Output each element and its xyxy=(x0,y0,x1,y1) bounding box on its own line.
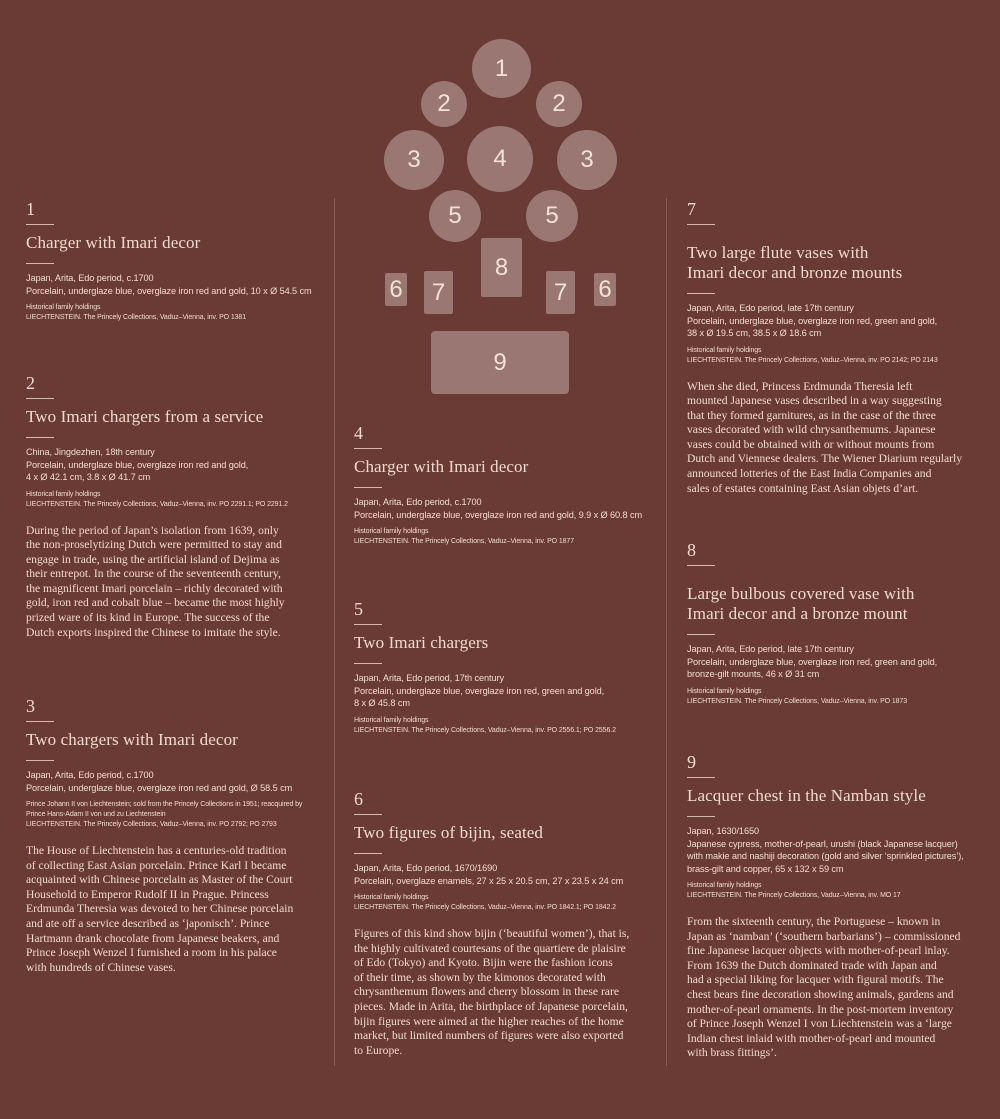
entry-title: Two figures of bijin, seated xyxy=(354,823,544,842)
entry-description: When she died, Princess Erdmunda Theresia left mounted Japanese vases described in a way suggesting that they formed garnitures, as in the case of the three vases decorated with wild chrysanthemums. Japanese vases could be obtained with or without mounts from Dutch and Viennese dealers. The Wiener Diarium regularly announced lotteries of the East India Companies and sales of estates containing East Asian objets d’art. xyxy=(687,379,963,495)
position-8-rect[interactable]: 8 xyxy=(481,238,522,297)
position-7-left-rect[interactable]: 7 xyxy=(424,271,453,314)
entry-6 xyxy=(354,788,660,1058)
entry-7 xyxy=(687,198,987,496)
divider xyxy=(354,853,382,854)
entry-number: 5 xyxy=(354,599,363,619)
entry-number: 9 xyxy=(687,752,696,772)
divider xyxy=(354,624,382,625)
entry-provenance: Historical family holdings LIECHTENSTEIN. The Princely Collections, Vaduz–Vienna, inv. PO 2291.1; PO 2291.2 xyxy=(26,490,288,508)
position-1-circle[interactable]: 1 xyxy=(472,39,531,98)
divider xyxy=(354,814,382,815)
entry-details: Japan, Arita, Edo period, 17th century Porcelain, underglaze blue, overglaze iron red, green and gold, 8 x Ø 45.8 cm xyxy=(354,673,605,708)
entry-title: Two Imari chargers from a service xyxy=(26,407,264,426)
entry-details: Japan, Arita, Edo period, c.1700 Porcelain, underglaze blue, overglaze iron red and gold, Ø 58.5 cm xyxy=(26,770,293,793)
divider xyxy=(26,721,54,722)
divider xyxy=(354,663,382,664)
entry-title: Lacquer chest in the Namban style xyxy=(687,786,926,805)
position-7-right-rect[interactable]: 7 xyxy=(546,271,575,314)
entry-5 xyxy=(354,598,654,736)
divider xyxy=(354,487,382,488)
divider xyxy=(26,224,54,225)
entry-title: Two chargers with Imari decor xyxy=(26,730,238,749)
divider xyxy=(687,224,715,225)
entry-title: Charger with Imari decor xyxy=(26,233,201,252)
entry-description: The House of Liechtenstein has a centuries-old tradition of collecting East Asian porcelain. Prince Karl I became acquainted with Chinese porcelain as Master of the Court Household to Emperor Rudolf II in Prague. Princess Erdmunda Theresia was devoted to her Chinese porcelain and ate off a service described as ‘japonisch’. Prince Hartmann drank chocolate from Japanese beakers, and Prince Joseph Wenzel I furnished a room in his palace with hundreds of Chinese vases. xyxy=(26,844,294,974)
entry-9 xyxy=(687,751,987,1061)
divider xyxy=(26,437,54,438)
position-2-left-circle[interactable]: 2 xyxy=(421,81,467,127)
entry-details: Japan, Arita, Edo period, late 17th century Porcelain, underglaze blue, overglaze iron red, green and gold, bronze-gilt mounts, 46 x Ø 31 cm xyxy=(687,644,938,679)
entry-8 xyxy=(687,539,987,707)
entry-number: 2 xyxy=(26,373,35,393)
position-4-circle[interactable]: 4 xyxy=(467,126,533,192)
position-5-right-circle[interactable]: 5 xyxy=(526,190,578,242)
entry-description: From the sixteenth century, the Portuguese – known in Japan as ‘namban’ (‘southern barbarians’) – commissioned fine Japanese lacquer objects with mother-of-pearl inlay. From 1639 the Dutch dominated trade with Japan and had a special liking for lacquer with figural motifs. The chest bears fine decoration showing animals, gardens and mother-of-pearl ornaments. In the post-mortem inventory of Prince Joseph Wenzel I von Liechtenstein was a ‘large Indian chest inlaid with mother-of-pearl and mounted with brass fittings’. xyxy=(687,915,961,1060)
divider xyxy=(687,565,715,566)
entry-details: Japan, Arita, Edo period, c.1700 Porcelain, underglaze blue, overglaze iron red and gold, 9.9 x Ø 60.8 cm xyxy=(354,497,642,520)
position-9-rect[interactable]: 9 xyxy=(431,331,569,394)
entry-provenance: Historical family holdings LIECHTENSTEIN. The Princely Collections, Vaduz–Vienna, inv. MO 17 xyxy=(687,882,901,899)
entry-details: China, Jingdezhen, 18th century Porcelain, underglaze blue, overglaze iron red and gold, 4 x Ø 42.1 cm, 3.8 x Ø 41.7 cm xyxy=(26,447,249,482)
divider xyxy=(26,760,54,761)
entry-4 xyxy=(354,422,654,547)
divider xyxy=(687,293,715,294)
divider xyxy=(687,777,715,778)
divider xyxy=(26,263,54,264)
entry-description: Figures of this kind show bijin (‘beautiful women’), that is, the highly cultivated courtesans of the quartiere de plaisire of Edo (Tokyo) and Kyoto. Bijin were the fashion icons of their time, as shown by the kimonos decorated with chrysanthemum flowers and cherry blossom in these rare pieces. Made in Arita, the birthplace of Japanese porcelain, bijin figures were aimed at the higher reaches of the home market, but limited numbers of figures were also exported to Europe. xyxy=(354,927,630,1057)
entry-number: 1 xyxy=(26,199,35,219)
divider xyxy=(354,448,382,449)
divider xyxy=(26,398,54,399)
entry-details: Japan, Arita, Edo period, 1670/1690 Porcelain, overglaze enamels, 27 x 25 x 20.5 cm, 27 x 23.5 x 24 cm xyxy=(354,863,624,886)
entry-description: During the period of Japan’s isolation from 1639, only the non-proselytizing Dutch were permitted to stay and engage in trade, using the artificial island of Dejima as their entrepot. In the course of the seventeenth century, the magnificent Imari porcelain – richly decorated with gold, iron red and cobalt blue – became the most highly prized ware of its kind in Europe. The success of the Dutch exports inspired the Chinese to imitate the style. xyxy=(26,523,285,639)
entry-title: Charger with Imari decor xyxy=(354,457,529,476)
entry-1 xyxy=(26,198,326,323)
entry-3 xyxy=(26,695,331,975)
entry-title: Two large flute vases with Imari decor and bronze mounts xyxy=(687,243,903,282)
entry-number: 8 xyxy=(687,540,696,560)
entry-title: Two Imari chargers xyxy=(354,633,489,652)
entry-provenance: Historical family holdings LIECHTENSTEIN. The Princely Collections, Vaduz–Vienna, inv. PO 1873 xyxy=(687,687,908,705)
entry-details: Japan, 1630/1650 Japanese cypress, mother-of-pearl, urushi (black Japanese lacquer) with makie and nashiji decoration (gold and silver ‘sprinkled pictures’), brass-gilt and copper, 65 x 132 x 59 cm xyxy=(687,826,964,874)
entry-provenance: Prince Johann II von Liechtenstein; sold from the Princely Collections in 1951; reacquired by Prince Hans-Adam II von und zu Liechtenstein LIECHTENSTEIN. The Princely Collections, Vaduz–Vienna, inv. PO 2792; PO 2793 xyxy=(26,801,303,828)
divider xyxy=(687,816,715,817)
column-divider-right xyxy=(666,198,667,1066)
position-6-right-rect[interactable]: 6 xyxy=(594,273,616,306)
entry-details: Japan, Arita, Edo period, c.1700 Porcelain, underglaze blue, overglaze iron red and gold, 10 x Ø 54.5 cm xyxy=(26,273,312,296)
entry-provenance: Historical family holdings LIECHTENSTEIN. The Princely Collections, Vaduz–Vienna, inv. PO 1877 xyxy=(354,528,575,545)
entry-provenance: Historical family holdings LIECHTENSTEIN. The Princely Collections, Vaduz–Vienna, inv. PO 2556.1; PO 2556.2 xyxy=(354,716,616,734)
position-2-right-circle[interactable]: 2 xyxy=(536,81,582,127)
entry-2 xyxy=(26,372,331,640)
entry-number: 4 xyxy=(354,423,363,443)
position-6-left-rect[interactable]: 6 xyxy=(385,273,407,306)
entry-number: 7 xyxy=(687,199,696,219)
column-divider-left xyxy=(334,198,335,1066)
entry-details: Japan, Arita, Edo period, late 17th century Porcelain, underglaze blue, overglaze iron red, green and gold, 38 x Ø 19.5 cm, 38.5 x Ø 18.6 cm xyxy=(687,303,938,338)
entry-provenance: Historical family holdings LIECHTENSTEIN. The Princely Collections, Vaduz–Vienna, inv. PO 2142; PO 2143 xyxy=(687,346,938,364)
entry-provenance: Historical family holdings LIECHTENSTEIN. The Princely Collections, Vaduz–Vienna, inv. PO 1842.1; PO 1842.2 xyxy=(354,894,616,911)
divider xyxy=(687,634,715,635)
entry-number: 3 xyxy=(26,696,35,716)
position-5-left-circle[interactable]: 5 xyxy=(429,190,481,242)
position-3-right-circle[interactable]: 3 xyxy=(557,130,617,190)
entry-number: 6 xyxy=(354,789,363,809)
entry-provenance: Historical family holdings LIECHTENSTEIN. The Princely Collections, Vaduz–Vienna, inv. PO 1381 xyxy=(26,304,247,321)
position-3-left-circle[interactable]: 3 xyxy=(384,130,444,190)
entry-title: Large bulbous covered vase with Imari decor and a bronze mount xyxy=(687,584,915,623)
